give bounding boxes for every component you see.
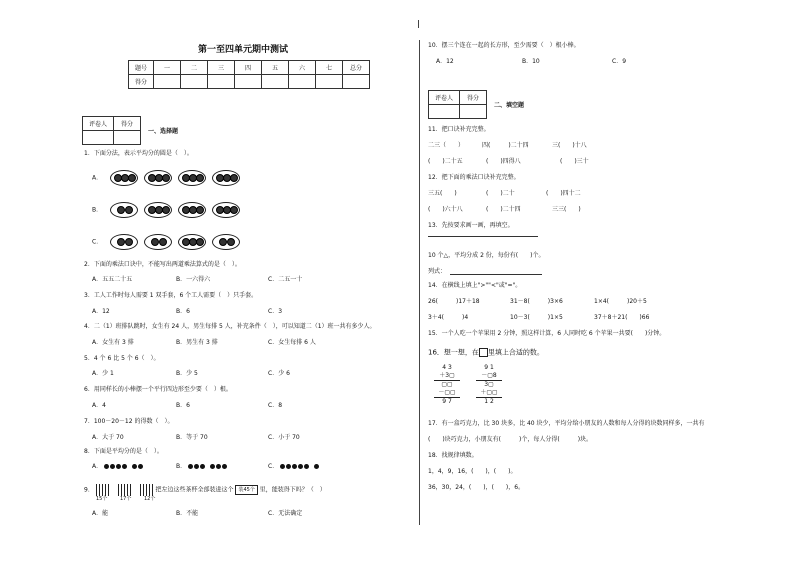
calc-line: －▢8 xyxy=(476,372,502,381)
calc-line: －▢▢ xyxy=(434,389,460,398)
q4-option-a[interactable]: A．女生有 3 排 xyxy=(92,339,134,346)
q18-sequence-1[interactable]: 1，4，9，16，( )，( )。 xyxy=(428,468,517,475)
q3-option-b[interactable]: B．6 xyxy=(176,308,190,315)
score-cell[interactable] xyxy=(154,75,181,89)
dot-icon xyxy=(216,464,221,469)
grader-cell[interactable] xyxy=(429,105,460,119)
q18-sequence-2[interactable]: 36，30，24，( )，( )，6。 xyxy=(428,484,525,491)
score-cell[interactable] xyxy=(181,75,208,89)
score-header: 题号 xyxy=(129,61,154,75)
answer-line[interactable] xyxy=(450,274,542,275)
question-7: 7．100－20－12 的得数（ ）。 xyxy=(84,418,174,425)
q7-option-a[interactable]: A．大于 70 xyxy=(92,434,124,441)
dot-icon xyxy=(292,464,297,469)
q17-fill[interactable]: ( )块巧克力，小朋友有( )个，每人分得( )块。 xyxy=(428,436,593,443)
dot-icon xyxy=(304,464,309,469)
score-cell[interactable] xyxy=(235,75,262,89)
calc-line: ＋▢▢ xyxy=(476,389,502,398)
q8-option-a[interactable] xyxy=(92,463,144,471)
dot-icon xyxy=(188,464,193,469)
q3-option-a[interactable]: A．12 xyxy=(92,308,110,315)
q12-blank[interactable]: 三三( ) xyxy=(552,206,581,213)
q14-blank[interactable]: 10－3( )1×5 xyxy=(510,314,563,321)
score-label: 得分 xyxy=(114,117,141,131)
dot-icon xyxy=(200,464,205,469)
plate-icon xyxy=(178,202,206,218)
question-16 xyxy=(428,348,544,357)
q10-option-a[interactable]: A．12 xyxy=(436,58,454,65)
question-15: 15．一个人吃一个苹果用 2 分钟，照这样计算，6 人同时吃 6 个苹果一共要( )分钟。 xyxy=(428,330,666,337)
q12-blank[interactable]: ( )四十二 xyxy=(546,190,581,197)
plate-icon xyxy=(110,234,138,250)
score-header: 三 xyxy=(208,61,235,75)
section-heading: 一、选择题 xyxy=(148,128,179,135)
plate-icon xyxy=(110,170,138,186)
question-11: 11．把口诀补充完整。 xyxy=(428,126,490,133)
q7-option-c[interactable]: C．小于 70 xyxy=(268,434,300,441)
q13-fill[interactable]: 10 个△，平均分成 2 份，每份有( )个。 xyxy=(428,252,545,259)
score-row-label: 得分 xyxy=(129,75,154,89)
q9-option-b[interactable]: B．不能 xyxy=(176,510,199,517)
question-5: 5．4 个 6 比 5 个 6（ ）。 xyxy=(84,355,160,362)
score-header: 七 xyxy=(316,61,343,75)
q11-blank[interactable]: 三( )十八 xyxy=(552,142,587,149)
plate-icon xyxy=(212,170,240,186)
q14-blank[interactable]: 1×4( )20＋5 xyxy=(594,298,647,305)
plate-icon xyxy=(144,170,172,186)
question-4: 4．二（1）班排队跳时，女生有 24 人，男生每排 5 人，补充条件（ ），可以知道二（1）班一共有多少人。 xyxy=(84,323,376,330)
score-cell[interactable] xyxy=(460,105,487,119)
question-17: 17．有一盒巧克力，比 30 块多，比 40 块少，平均分给小朋友的人数和每人分得的块数同样多，一共有 xyxy=(428,420,705,427)
calc-line: 9 1 xyxy=(484,364,494,371)
q5-option-c[interactable]: C．少 6 xyxy=(268,370,290,377)
q10-option-b[interactable]: B．10 xyxy=(522,58,540,65)
grader-label: 评卷人 xyxy=(429,91,460,105)
dot-icon xyxy=(138,464,143,469)
score-label: 得分 xyxy=(460,91,487,105)
score-header: 二 xyxy=(181,61,208,75)
question-3: 3．工人工作时每人需要 1 双手套，6 个工人需要（ ）只手套。 xyxy=(84,292,258,299)
calc-line: ＋3▢ xyxy=(434,372,460,381)
grader-label: 评卷人 xyxy=(83,117,114,131)
q5-option-b[interactable]: B．少 5 xyxy=(176,370,198,377)
question-text: 16．想一想，在 xyxy=(428,348,479,357)
q9-option-c[interactable]: C．无法确定 xyxy=(268,510,303,517)
q5-option-a[interactable]: A．少 1 xyxy=(92,370,114,377)
question-text: 里填上合适的数。 xyxy=(487,348,544,357)
q11-blank[interactable]: 二三（ ） xyxy=(428,142,465,149)
score-cell[interactable] xyxy=(114,131,141,145)
score-header: 四 xyxy=(235,61,262,75)
section-heading: 二、填空题 xyxy=(494,102,525,109)
option-label: C． xyxy=(92,238,103,246)
option-label: A． xyxy=(92,463,103,470)
page-title: 第一至四单元期中测试 xyxy=(198,45,289,55)
question-text: 里，能装得下吗？（ ） xyxy=(259,486,326,494)
score-table xyxy=(128,60,370,89)
score-header: 总分 xyxy=(343,61,370,75)
q14-blank[interactable]: 3＋4( )4 xyxy=(428,314,469,321)
q11-blank[interactable]: ( )四得八 xyxy=(486,158,521,165)
q13-label: 列式： xyxy=(428,268,447,275)
score-cell[interactable] xyxy=(262,75,289,89)
q6-option-c[interactable]: C．8 xyxy=(268,402,283,409)
q2-option-b[interactable]: B．一六得六 xyxy=(176,276,211,283)
question-13: 13．先按要求画一画，再填空。 xyxy=(428,222,514,229)
question-text: 把左边这些茶杯全部装进这个 xyxy=(155,486,234,494)
dot-icon xyxy=(132,464,137,469)
plate-icon xyxy=(144,234,172,250)
cup-count: 15个 xyxy=(96,496,108,502)
score-header: 六 xyxy=(289,61,316,75)
q4-option-c[interactable]: C．女生每排 6 人 xyxy=(268,339,316,346)
q8-option-b[interactable] xyxy=(176,463,228,471)
dot-icon xyxy=(104,464,109,469)
grader-box xyxy=(428,90,487,119)
question-6: 6．用同样长的小棒摆一个平行四边形至少要（ ）根。 xyxy=(84,386,232,393)
calc-line: 1 2 xyxy=(484,398,494,405)
dot-icon xyxy=(286,464,291,469)
cup-count: 17个 xyxy=(120,496,132,502)
q1-option-b[interactable] xyxy=(92,202,246,218)
calc-line: ▢▢ xyxy=(441,381,453,388)
score-cell[interactable] xyxy=(289,75,316,89)
q2-option-a[interactable]: A．五五二十五 xyxy=(92,276,133,283)
option-label: B． xyxy=(176,463,187,470)
dot-icon xyxy=(280,464,285,469)
plate-icon xyxy=(212,234,240,250)
score-header: 五 xyxy=(262,61,289,75)
q12-blank[interactable]: ( )六十八 xyxy=(428,206,463,213)
question-12: 12．把下面的乘法口诀补充完整。 xyxy=(428,174,520,181)
question-number: 9． xyxy=(84,486,94,494)
square-icon xyxy=(479,348,488,357)
grader-box xyxy=(82,116,141,145)
q12-blank[interactable]: ( )二十 xyxy=(486,190,515,197)
q14-blank[interactable]: 26( )17＋18 xyxy=(428,298,480,305)
vertical-calc-2[interactable] xyxy=(476,364,502,406)
option-label: C． xyxy=(268,463,279,470)
dot-icon xyxy=(122,464,127,469)
drawing-line[interactable] xyxy=(428,236,538,237)
vertical-calc-1[interactable] xyxy=(434,364,460,406)
box-icon: 装45个 xyxy=(235,485,257,495)
score-cell[interactable] xyxy=(316,75,343,89)
q9-option-a[interactable]: A．能 xyxy=(92,510,109,517)
q11-blank[interactable]: ( )三十 xyxy=(560,158,589,165)
plate-icon xyxy=(110,202,138,218)
option-label: A． xyxy=(92,174,103,182)
plate-icon xyxy=(178,170,206,186)
calc-line: 4 3 xyxy=(442,364,452,371)
q8-option-c[interactable] xyxy=(268,463,320,471)
score-header: 一 xyxy=(154,61,181,75)
dot-icon xyxy=(298,464,303,469)
question-8: 8．下面是平均分的是（ ）。 xyxy=(84,448,163,455)
cup-count: 12个 xyxy=(144,496,156,502)
dot-icon xyxy=(194,464,199,469)
q1-option-a[interactable] xyxy=(92,170,246,186)
plate-icon xyxy=(144,202,172,218)
q11-blank[interactable]: 四( )二十四 xyxy=(482,142,529,149)
dot-icon xyxy=(314,464,319,469)
question-10: 10．摆三个连在一起的长方形，至少需要（ ）根小棒。 xyxy=(428,42,580,49)
plate-icon xyxy=(178,234,206,250)
score-cell[interactable] xyxy=(208,75,235,89)
option-label: B． xyxy=(92,206,103,214)
plate-icon xyxy=(212,202,240,218)
q14-blank[interactable]: 31－8( )3×6 xyxy=(510,298,563,305)
calc-line: 3▢ xyxy=(484,381,494,388)
grader-cell[interactable] xyxy=(83,131,114,145)
calc-line: 9 7 xyxy=(442,398,452,405)
dot-icon xyxy=(210,464,215,469)
question-1: 1．下面分法，表示平均分的圆是（ ）。 xyxy=(84,150,193,157)
q6-option-b[interactable]: B．6 xyxy=(176,402,190,409)
q6-option-a[interactable]: A．4 xyxy=(92,402,106,409)
q1-option-c[interactable] xyxy=(92,234,246,250)
question-14: 14．在横线上填上">""<"或"="。 xyxy=(428,282,522,289)
q14-blank[interactable]: 37＋8＋21( )66 xyxy=(594,314,650,321)
dot-icon xyxy=(222,464,227,469)
column-divider xyxy=(419,40,420,525)
question-18: 18．找规律填数。 xyxy=(428,452,478,459)
q10-option-c[interactable]: C．9 xyxy=(612,58,627,65)
dot-icon xyxy=(110,464,115,469)
q12-blank[interactable]: 三五( ) xyxy=(428,190,457,197)
score-cell[interactable] xyxy=(343,75,370,89)
q4-option-b[interactable]: B．男生有 3 排 xyxy=(176,339,218,346)
question-2: 2．下面的乘法口诀中，不能写出两道乘法算式的是（ ）。 xyxy=(84,261,241,268)
fold-mark xyxy=(418,20,422,28)
q11-blank[interactable]: ( )二十五 xyxy=(428,158,463,165)
dot-icon xyxy=(116,464,121,469)
q3-option-c[interactable]: C．3 xyxy=(268,308,283,315)
q12-blank[interactable]: ( )二十四 xyxy=(486,206,521,213)
q2-option-c[interactable]: C．二五一十 xyxy=(268,276,303,283)
q7-option-b[interactable]: B．等于 70 xyxy=(176,434,208,441)
